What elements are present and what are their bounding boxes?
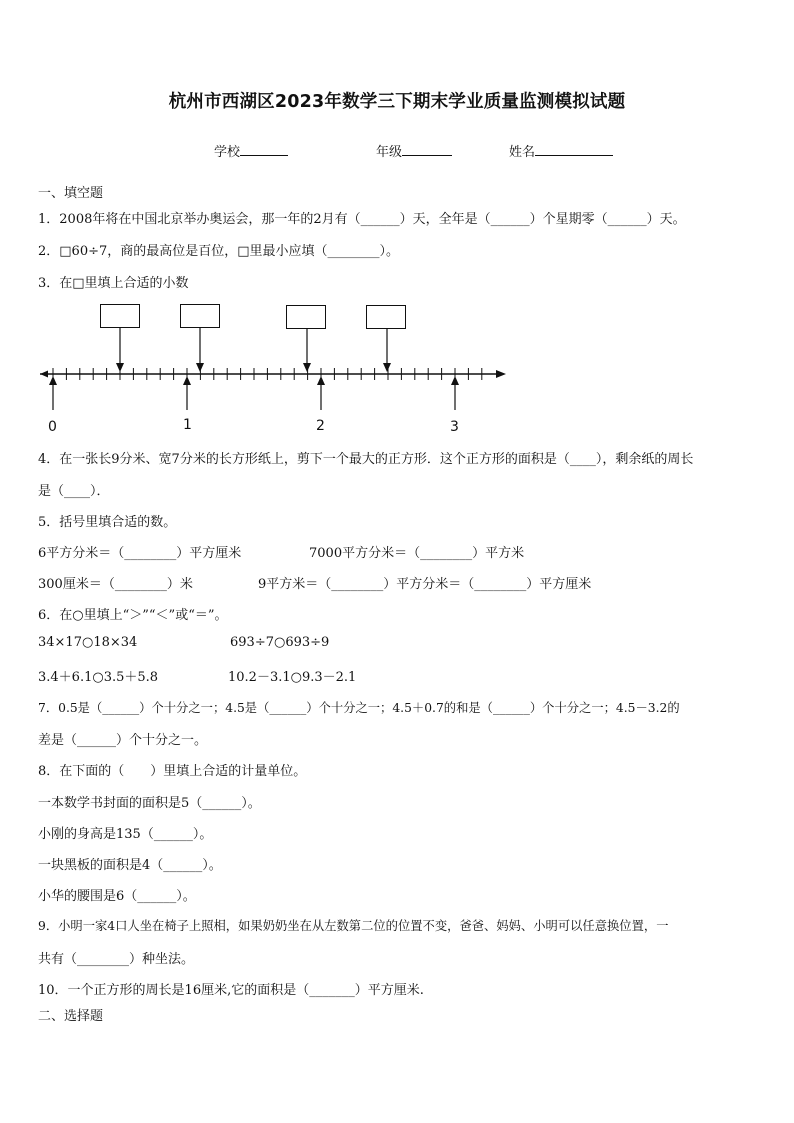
- question-8: 8．在下面的（ ）里填上合适的计量单位。: [38, 764, 307, 779]
- question-8-b: 小刚的身高是135（______）。: [38, 827, 213, 842]
- tick-label-2: 2: [316, 418, 325, 434]
- axis-left-head: [40, 371, 48, 378]
- box-arrowhead-2: [196, 363, 204, 372]
- question-8-c: 一块黑板的面积是4（______）。: [38, 858, 222, 873]
- section-choice: 二、选择题: [38, 1009, 104, 1024]
- axis-arrowhead: [496, 370, 506, 378]
- question-7-line-1: 7．0.5是（______）个十分之一；4.5是（______）个十分之一；4.5＋0.7的和是（______）个十分之一；4.5－3.2的: [38, 701, 680, 715]
- box-arrowhead-1: [116, 363, 124, 372]
- tick-label-3: 3: [450, 419, 459, 435]
- question-3: 3．在□里填上合适的小数: [38, 276, 189, 291]
- question-10: 10．一个正方形的周长是16厘米,它的面积是（_______）平方厘米.: [38, 983, 424, 998]
- question-4-line-1: 4．在一张长9分米、宽7分米的长方形纸上，剪下一个最大的正方形．这个正方形的面积是（____），剩余纸的周长: [38, 452, 694, 467]
- question-6: 6．在○里填上“＞”“＜”或“＝”。: [38, 608, 228, 623]
- number-line-svg: [0, 0, 794, 460]
- grade-label: 年级: [376, 145, 403, 160]
- label-arrowhead-1: [183, 376, 191, 385]
- question-1: 1．2008年将在中国北京举办奥运会，那一年的2月有（______）天，全年是（______）个星期零（______）天。: [38, 212, 686, 227]
- question-5-d: 9平方米＝（________）平方分米＝（________）平方厘米: [258, 577, 592, 592]
- question-4-line-2: 是（____）．: [38, 484, 110, 499]
- page-title: 杭州市西湖区2023年数学三下期末学业质量监测模拟试题: [168, 92, 626, 112]
- question-6-d: 10.2－3.1○9.3－2.1: [228, 670, 357, 685]
- box-arrowhead-4: [383, 363, 391, 372]
- question-7-line-2: 差是（______）个十分之一。: [38, 733, 208, 748]
- label-arrowhead-0: [49, 376, 57, 385]
- question-6-b: 693÷7○693÷9: [230, 635, 330, 650]
- label-arrowhead-2: [317, 376, 325, 385]
- question-6-c: 3.4＋6.1○3.5＋5.8: [38, 670, 159, 685]
- question-8-d: 小华的腰围是6（______）。: [38, 889, 196, 904]
- question-5-b: 7000平方分米＝（________）平方米: [309, 546, 525, 561]
- name-label: 姓名: [509, 145, 536, 160]
- question-2: 2．□60÷7，商的最高位是百位，□里最小应填（________）。: [38, 244, 400, 259]
- question-5-a: 6平方分米＝（________）平方厘米: [38, 546, 242, 561]
- tick-label-0: 0: [48, 419, 57, 435]
- label-arrowhead-3: [451, 376, 459, 385]
- question-9-line-2: 共有（________）种坐法。: [38, 952, 195, 967]
- section-fill-blank: 一、填空题: [38, 186, 104, 201]
- question-5-c: 300厘米＝（________）米: [38, 577, 193, 592]
- question-9-line-1: 9．小明一家4口人坐在椅子上照相，如果奶奶坐在从左数第二位的位置不变，爸爸、妈妈、小明可以任意换位置，一: [38, 919, 669, 933]
- question-6-a: 34×17○18×34: [38, 635, 138, 650]
- question-8-a: 一本数学书封面的面积是5（______）。: [38, 796, 261, 811]
- box-arrowhead-3: [303, 363, 311, 372]
- tick-label-1: 1: [183, 417, 192, 433]
- question-5: 5．括号里填合适的数。: [38, 515, 177, 530]
- school-label: 学校: [214, 145, 241, 160]
